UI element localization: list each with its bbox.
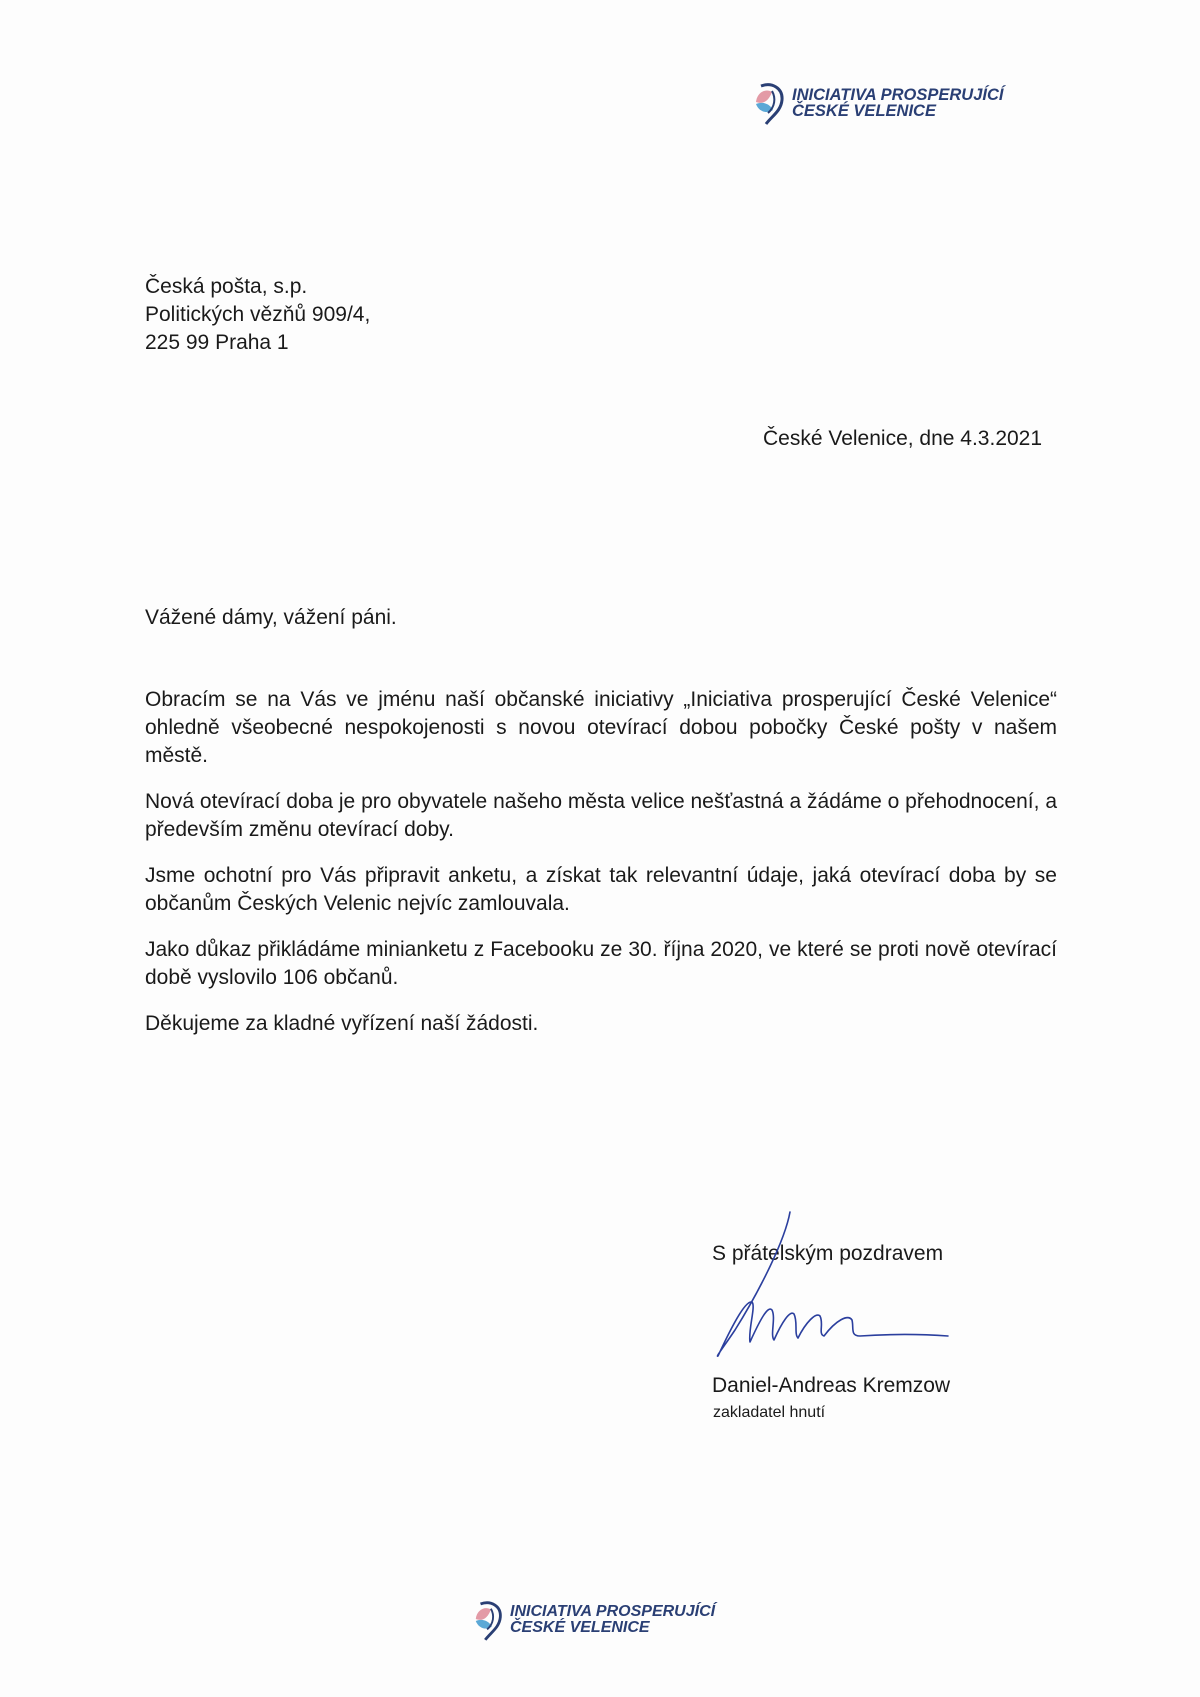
body-paragraph: Nová otevírací doba je pro obyvatele našeho města velice nešťastná a žádáme o přehodnocení, a především změnu otevírací doby. xyxy=(145,790,1057,841)
leaf-petal-logo-icon xyxy=(472,1598,506,1642)
logo-line-1: INICIATIVA PROSPERUJÍCÍ xyxy=(792,85,1004,104)
body-paragraph: Děkujeme za kladné vyřízení naší žádosti. xyxy=(145,1012,539,1035)
signer-role: zakladatel hnutí xyxy=(713,1404,826,1421)
body-paragraph: Jako důkaz přikládáme minianketu z Facebooku ze 30. října 2020, ve které se proti nově otevírací době vyslovilo 106 občanů. xyxy=(145,938,1057,989)
logo-line-1: INICIATIVA PROSPERUJÍCÍ xyxy=(510,1603,716,1620)
header-logo xyxy=(752,80,1003,126)
letter-body xyxy=(145,686,1057,1056)
salutation: Vážené dámy, vážení páni. xyxy=(145,606,397,629)
recipient-city: 225 99 Praha 1 xyxy=(145,331,289,354)
closing-phrase: S přátelským pozdravem xyxy=(712,1242,944,1265)
body-paragraph: Obracím se na Vás ve jménu naší občanské iniciativy „Iniciativa prosperující České Velenice“ ohledně všeobecné nespokojenosti s novou otevírací dobou pobočky České pošty v našem městě. xyxy=(145,688,1057,767)
recipient-street: Politických vězňů 909/4, xyxy=(145,303,371,326)
logo-line-2: ČESKÉ VELENICE xyxy=(792,102,936,120)
logo-line-2: ČESKÉ VELENICE xyxy=(510,1619,650,1636)
body-paragraph: Jsme ochotní pro Vás připravit anketu, a získat tak relevantní údaje, jaká otevírací doba by se občanům Českých Velenic nejvíc zamlouvala. xyxy=(145,864,1057,915)
leaf-petal-logo-icon xyxy=(752,80,788,126)
handwritten-signature xyxy=(690,1210,960,1380)
recipient-name: Česká pošta, s.p. xyxy=(145,275,308,298)
recipient-address xyxy=(145,273,370,357)
footer-logo xyxy=(472,1598,715,1642)
signer-name: Daniel-Andreas Kremzow xyxy=(712,1374,951,1397)
letter-date: České Velenice, dne 4.3.2021 xyxy=(763,427,1043,450)
